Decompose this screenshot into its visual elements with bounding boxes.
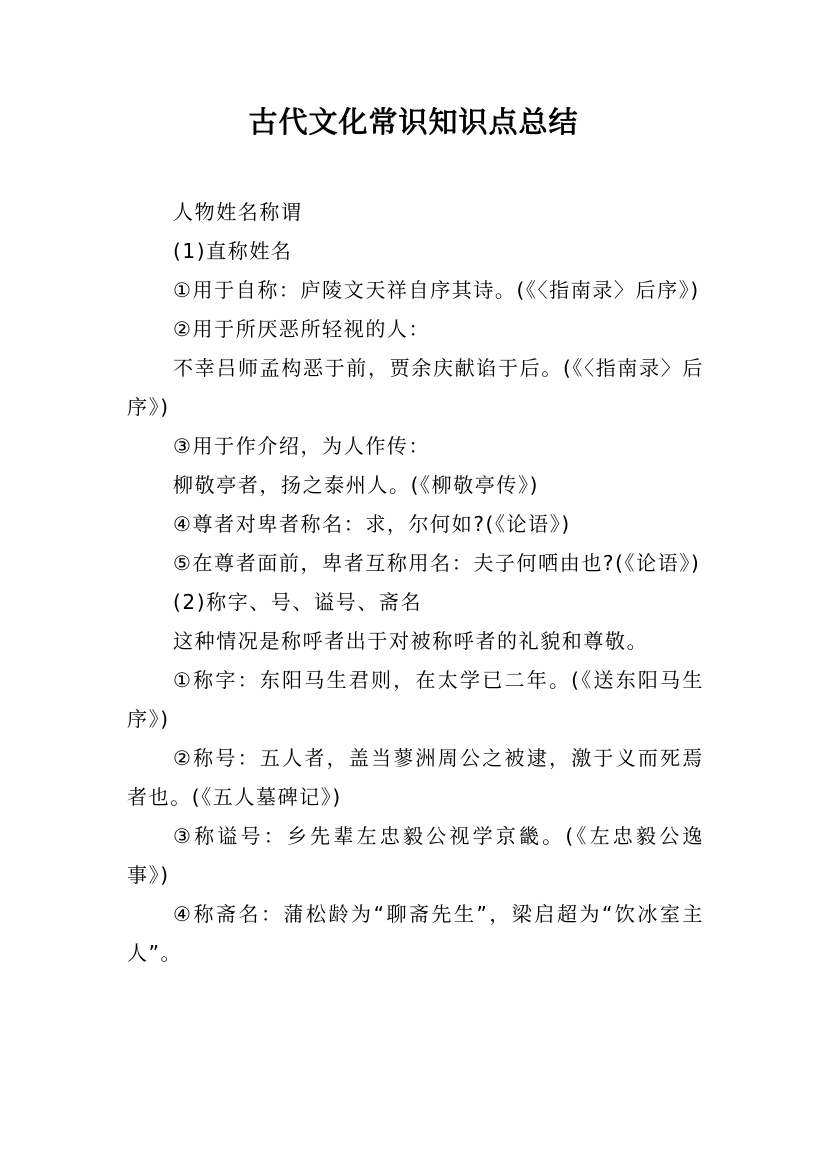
paragraph: ②称号：五人者，盖当蓼洲周公之被逮，激于义而死焉者也。(《五人墓碑记》) [127,746,704,809]
paragraph: ④尊者对卑者称名：求，尔何如?(《论语》) [173,512,571,536]
subsection-heading: (2)称字、号、谥号、斋名 [173,590,423,614]
paragraph: ①称字：东阳马生君则，在太学已二年。(《送东阳马生序》) [127,668,704,731]
paragraph: ③称谥号：乡先辈左忠毅公视学京畿。(《左忠毅公逸事》) [127,824,704,887]
paragraph: ④称斋名：蒲松龄为“聊斋先生”，梁启超为“饮冰室主人”。 [127,902,704,965]
document-title: 古代文化常识知识点总结 [248,105,579,139]
paragraph: ③用于作介绍，为人作传： [173,434,431,458]
paragraph: ①用于自称：庐陵文天祥自序其诗。(《〈指南录〉后序》) [173,278,700,302]
paragraph: ②用于所厌恶所轻视的人： [173,317,431,341]
section-heading: 人物姓名称谓 [173,200,303,224]
paragraph: 不幸吕师孟构恶于前，贾余庆献谄于后。(《〈指南录〉后序》) [127,356,704,419]
document-body [127,193,704,973]
paragraph: 这种情况是称呼者出于对被称呼者的礼貌和尊敬。 [173,629,649,653]
subsection-heading: (1)直称姓名 [173,239,293,263]
paragraph: 柳敬亭者，扬之泰州人。(《柳敬亭传》) [173,473,540,497]
paragraph: ⑤在尊者面前，卑者互称用名：夫子何哂由也?(《论语》) [173,551,701,575]
